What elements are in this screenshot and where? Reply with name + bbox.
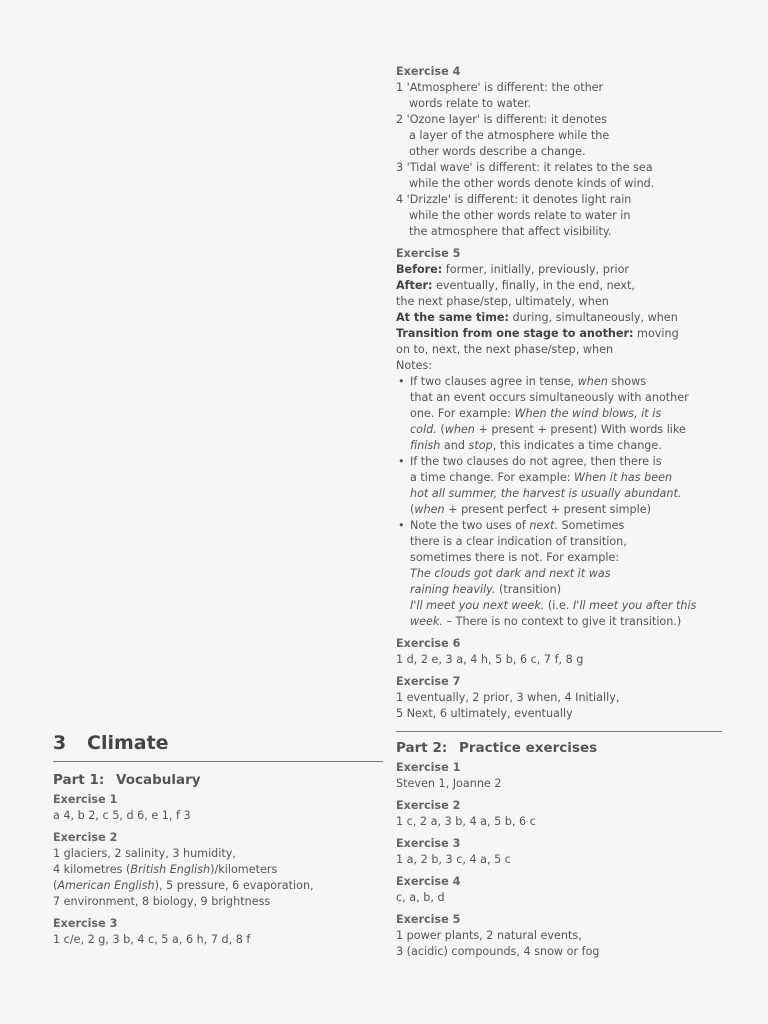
part2-ex1-answers: Steven 1, Joanne 2 [396, 777, 502, 790]
text-italic: when [577, 375, 608, 388]
ex5-title: Exercise 5 [396, 247, 461, 260]
text: ), 5 pressure, 6 evaporation, [154, 879, 314, 892]
ex4-line: 1 'Atmosphere' is different: the other [396, 81, 604, 94]
part2-ex2-title: Exercise 2 [396, 799, 461, 812]
note-line [410, 598, 726, 614]
part1-ex2-line2 [53, 862, 383, 878]
text: – There is no context to give it transition.) [442, 615, 682, 628]
chapter-heading [53, 730, 383, 762]
label-bold: Transition from one stage to another: [396, 327, 634, 340]
ex4-line: 4 'Drizzle' is different: it denotes light rain [396, 193, 632, 206]
part1-ex2-title: Exercise 2 [53, 831, 118, 844]
part2-label: Part 2: [396, 740, 448, 756]
part2-ex3-answers: 1 a, 2 b, 3 c, 4 a, 5 c [396, 853, 511, 866]
ex4-title: Exercise 4 [396, 65, 461, 78]
text: If two clauses agree in tense, [410, 375, 578, 388]
note-item [396, 454, 726, 518]
ex4-line: 2 'Ozone layer' is different: it denotes [396, 113, 607, 126]
ex4-line: 3 'Tidal wave' is different: it relates to the sea [396, 161, 653, 174]
text: 4 kilometres ( [53, 863, 131, 876]
text-italic: next [529, 519, 555, 532]
chapter-title: Climate [87, 732, 169, 754]
text-italic: cold. [410, 423, 437, 436]
label-bold: At the same time: [396, 311, 509, 324]
ex6-answers: 1 d, 2 e, 3 a, 4 h, 5 b, 6 c, 7 f, 8 g [396, 653, 584, 666]
text: )/kilometers [210, 863, 278, 876]
note-line: sometimes there is not. For example: [410, 551, 620, 564]
part2-ex5-line1: 1 power plants, 2 natural events, [396, 929, 582, 942]
part1-ex1-title: Exercise 1 [53, 793, 118, 806]
part1-ex3-title: Exercise 3 [53, 917, 118, 930]
text-italic: I'll meet you after this [572, 599, 697, 612]
ex4-line: a layer of the atmosphere while the [409, 129, 610, 142]
text-italic: finish [410, 439, 441, 452]
text: . Sometimes [554, 519, 625, 532]
ex5-after-cont: the next phase/step, ultimately, when [396, 295, 609, 308]
text: (i.e. [544, 599, 573, 612]
right-column [396, 64, 726, 960]
note-line [410, 406, 726, 422]
part2-ex3-title: Exercise 3 [396, 837, 461, 850]
part2-ex4-title: Exercise 4 [396, 875, 461, 888]
text-italic: week. [410, 615, 443, 628]
text-italic: British English [130, 863, 211, 876]
ex4-line: the atmosphere that affect visibility. [409, 225, 612, 238]
part1-label: Part 1: [53, 772, 105, 788]
text-italic: American English [57, 879, 155, 892]
part1-ex2-line1: 1 glaciers, 2 salinity, 3 humidity, [53, 847, 236, 860]
text: ( [410, 503, 415, 516]
part2-ex2-answers: 1 c, 2 a, 3 b, 4 a, 5 b, 6 c [396, 815, 536, 828]
ex7-title: Exercise 7 [396, 675, 461, 688]
ex5-after [396, 278, 726, 294]
ex5-transition [396, 326, 726, 342]
text-italic: I'll meet you next week. [410, 599, 545, 612]
text: during, simultaneously, when [508, 311, 678, 324]
note-line: • If the two clauses do not agree, then there is [410, 455, 662, 468]
part1-title: Vocabulary [116, 772, 201, 788]
note-line [410, 438, 726, 454]
ex5-transition-cont: on to, next, the next phase/step, when [396, 343, 614, 356]
part2-ex1-title: Exercise 1 [396, 761, 461, 774]
text-italic: When it has been [574, 471, 673, 484]
left-column [53, 730, 383, 948]
text-italic: When the wind blows, it is [514, 407, 662, 420]
text: ( [436, 423, 445, 436]
note-line [410, 582, 726, 598]
ex7-line2: 5 Next, 6 ultimately, eventually [396, 707, 573, 720]
text: (transition) [495, 583, 562, 596]
ex6-title: Exercise 6 [396, 637, 461, 650]
text: Note the two uses of [410, 519, 530, 532]
text: moving [633, 327, 679, 340]
note-line [410, 614, 726, 630]
ex5-same-time [396, 310, 726, 326]
text: eventually, finally, in the end, next, [432, 279, 635, 292]
chapter-number: 3 [53, 732, 67, 754]
text-italic: raining heavily. [410, 583, 496, 596]
part1-heading [53, 770, 383, 790]
text-italic: stop [468, 439, 493, 452]
part2-title: Practice exercises [459, 740, 598, 756]
part2-heading [396, 738, 726, 758]
ex4-line: while the other words relate to water in [409, 209, 631, 222]
part1-ex2-line3 [53, 878, 383, 894]
part1-ex3-answers: 1 c/e, 2 g, 3 b, 4 c, 5 a, 6 h, 7 d, 8 f [53, 933, 251, 946]
part2-ex5-title: Exercise 5 [396, 913, 461, 926]
text: + present + present) With words like [474, 423, 686, 436]
text-italic: when [444, 423, 475, 436]
ex5-before [396, 262, 726, 278]
note-item [396, 374, 726, 454]
note-line [410, 518, 726, 534]
note-line [410, 422, 726, 438]
text: shows [607, 375, 647, 388]
note-line [410, 374, 726, 390]
text: + present perfect + present simple) [444, 503, 651, 516]
note-line: that an event occurs simultaneously with another [410, 391, 689, 404]
text: ( [53, 879, 58, 892]
note-line [410, 470, 726, 486]
part2-ex4-answers: c, a, b, d [396, 891, 445, 904]
part1-ex2-line4: 7 environment, 8 biology, 9 brightness [53, 895, 271, 908]
ex7-line1: 1 eventually, 2 prior, 3 when, 4 Initially, [396, 691, 620, 704]
text: and [440, 439, 469, 452]
ex4-line: other words describe a change. [409, 145, 586, 158]
text-italic: when [414, 503, 445, 516]
text: one. For example: [410, 407, 515, 420]
label-bold: After: [396, 279, 433, 292]
ex4-line: while the other words denote kinds of wind. [409, 177, 655, 190]
part1-ex1-answers: a 4, b 2, c 5, d 6, e 1, f 3 [53, 809, 191, 822]
note-line: there is a clear indication of transition, [410, 535, 627, 548]
section-divider [396, 731, 722, 732]
note-item [396, 518, 726, 630]
label-bold: Before: [396, 263, 443, 276]
text: a time change. For example: [410, 471, 575, 484]
part2-ex5-line2: 3 (acidic) compounds, 4 snow or fog [396, 945, 600, 958]
note-line: hot all summer, the harvest is usually abundant. [410, 487, 682, 500]
ex4-line: words relate to water. [409, 97, 532, 110]
ex5-notes-label: Notes: [396, 359, 433, 372]
ex5-notes-list [396, 374, 726, 630]
text: , this indicates a time change. [492, 439, 662, 452]
note-line [410, 502, 726, 518]
text: former, initially, previously, prior [442, 263, 630, 276]
note-line: The clouds got dark and next it was [410, 567, 611, 580]
